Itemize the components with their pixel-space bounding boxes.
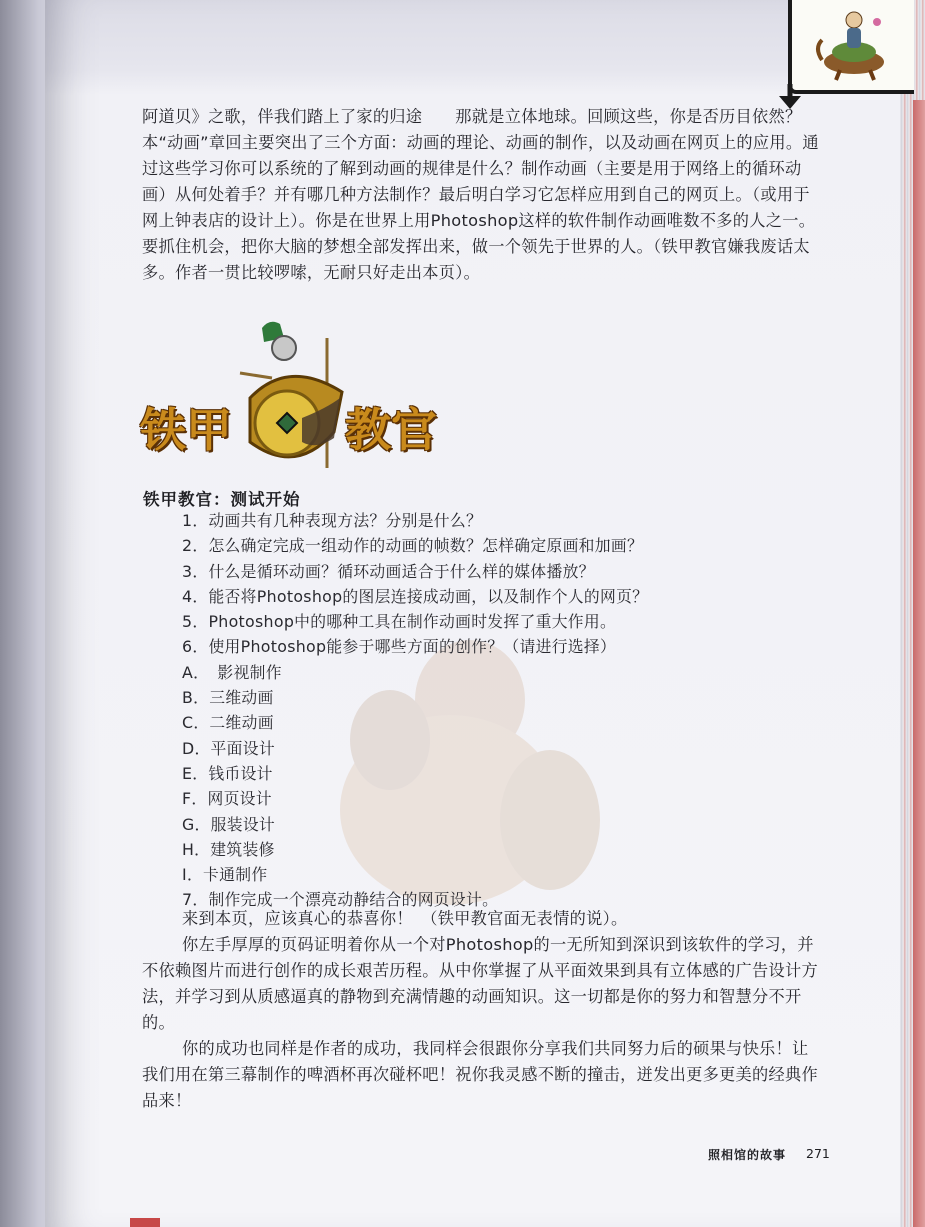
closing-paragraph-2: 你左手厚厚的页码证明着你从一个对Photoshop的一无所知到深识到该软件的学习，并不依赖图片而进行创作的成长艰苦历程。从中你掌握了从平面效果到具有立体感的广告设计方法，并学习到从质感逼真的静物到充满情趣的动画知识。这一切都是你的努力和智慧分不开的。 — [142, 935, 818, 1032]
closing-section — [142, 906, 822, 1114]
closing-paragraph-3: 你的成功也同样是作者的成功，我同样会很跟你分享我们共同努力后的硕果与快乐！让我们用在第三幕制作的啤酒杯再次碰杯吧！祝你我灵感不断的撞击，迸发出更多更美的经典作品来！ — [142, 1039, 818, 1110]
rider-on-camel-icon — [792, 0, 914, 86]
quiz-option: D．平面设计 — [182, 738, 275, 758]
closing-paragraph-1: 来到本页，应该真心的恭喜你！ （铁甲教官面无表情的说）。 — [182, 909, 628, 928]
logo-right-text: 教官 — [345, 403, 437, 457]
quiz-option: H．建筑装修 — [182, 839, 275, 859]
knight-shield-icon — [232, 318, 357, 478]
quiz-line: 5．Photoshop中的哪种工具在制作动画时发挥了重大作用。 — [182, 612, 617, 632]
quiz-option: F．网页设计 — [182, 789, 272, 809]
red-page-tab — [913, 100, 925, 1227]
quiz-option: C．二维动画 — [182, 713, 274, 733]
logo-left-text: 铁甲 — [140, 403, 232, 457]
quiz-option: A． 影视制作 — [182, 662, 282, 682]
quiz-list — [182, 508, 648, 913]
quiz-option: I．卡通制作 — [182, 865, 268, 885]
quiz-line: 6．使用Photoshop能参于哪些方面的创作？（请进行选择） — [182, 637, 617, 657]
running-footer-title: 照相馆的故事 — [708, 1148, 787, 1162]
quiz-line: 7．制作完成一个漂亮动静结合的网页设计。 — [182, 890, 499, 910]
quiz-line: 1．动画共有几种表现方法？分别是什么？ — [182, 511, 483, 530]
quiz-option: E．钱币设计 — [182, 763, 273, 783]
quiz-line: 4．能否将Photoshop的图层连接成动画，以及制作个人的网页？ — [182, 586, 649, 606]
page-number: 271 — [806, 1146, 830, 1161]
quiz-option: B．三维动画 — [182, 688, 274, 708]
intro-text: 阿道贝》之歌，伴我们踏上了家的归途 那就是立体地球。回顾这些，你是否历目依然？本“动画”章回主要突出了三个方面：动画的理论、动画的制作，以及动画在网页上的应用。通过这些学习你可以系统的了解到动画的规律是什么？制作动画（主要是用于网络上的循环动画）从何处着手？并有哪几种方法制作？最后明白学习它怎样应用到自己的网页上。（或用于网上钟表店的设计上）。你是在世界上用Photoshop这样的软件制作动画唯数不多的人之一。要抓住机会，把你大脑的梦想全部发挥出来，做一个领先于世界的人。（铁甲教官嫌我废话太多。作者一贯比较啰嗦，无耐只好走出本页）。 — [142, 107, 819, 282]
corner-cartoon-panel — [788, 0, 914, 94]
bottom-red-mark — [130, 1218, 160, 1227]
quiz-option: G．服装设计 — [182, 814, 276, 834]
quiz-heading: 铁甲教官：测试开始 — [143, 490, 301, 509]
intro-paragraph — [142, 104, 822, 286]
quiz-line: 3．什么是循环动画？循环动画适合于什么样的媒体播放？ — [182, 561, 595, 581]
iron-armor-instructor-logo — [140, 318, 440, 478]
quiz-line: 2．怎么确定完成一组动作的动画的帧数？怎样确定原画和加画？ — [182, 536, 644, 556]
